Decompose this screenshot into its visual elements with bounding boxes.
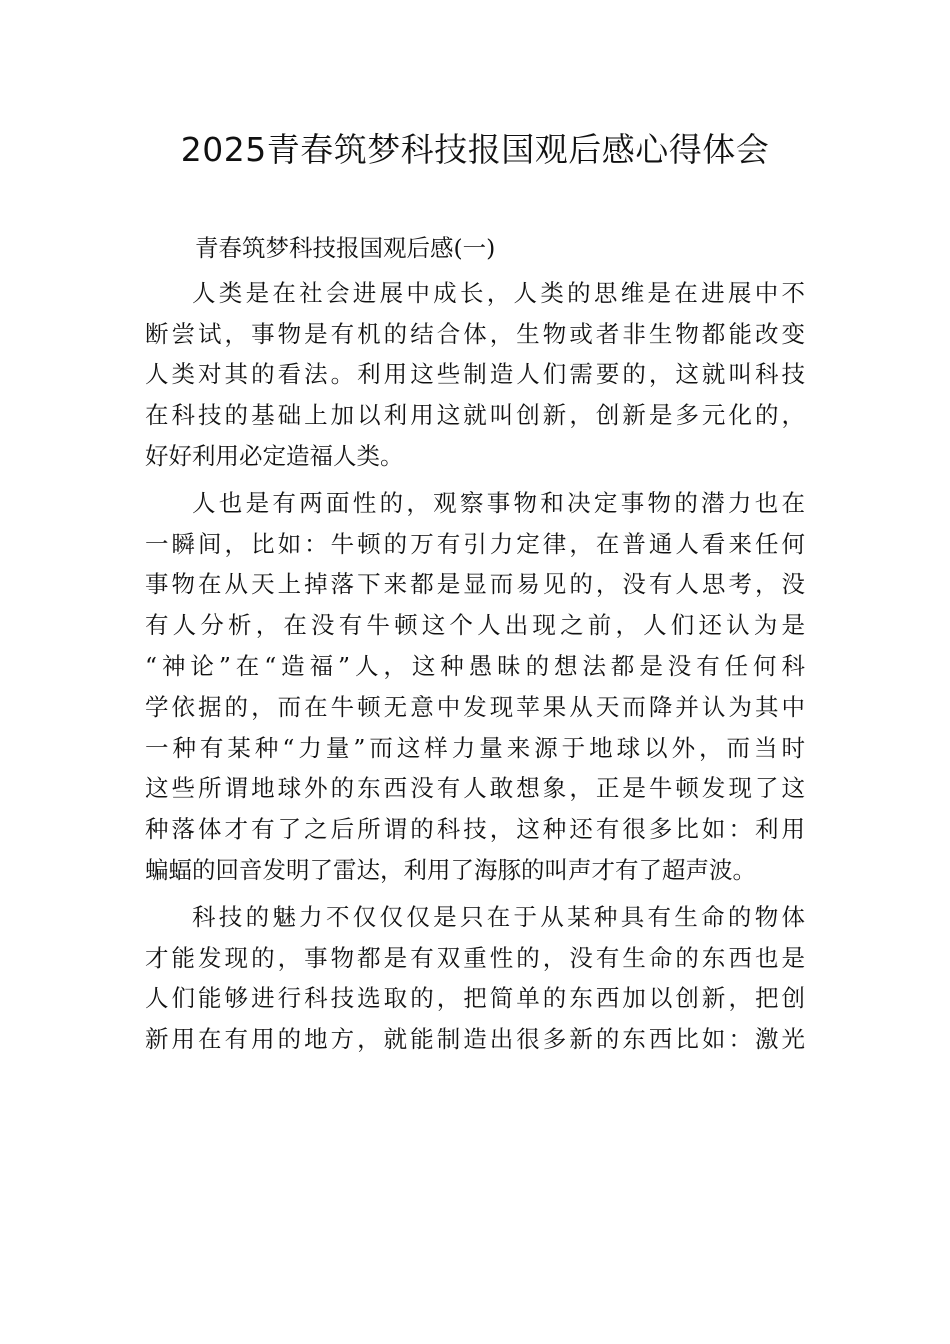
paragraph-1 <box>145 273 805 477</box>
document-title: 2025青春筑梦科技报国观后感心得体会 <box>180 130 770 169</box>
paragraph-line: 新用在有用的地方，就能制造出很多新的东西比如：激光 <box>145 1025 805 1054</box>
paragraph-line: 事物在从天上掉落下来都是显而易见的，没有人思考，没 <box>145 570 805 599</box>
paragraph-2 <box>145 483 805 891</box>
paragraph-line: 学依据的，而在牛顿无意中发现苹果从天而降并认为其中 <box>145 692 805 721</box>
paragraph-line: 在科技的基础上加以利用这就叫创新，创新是多元化的， <box>145 401 805 430</box>
paragraph-line: 断尝试，事物是有机的结合体，生物或者非生物都能改变 <box>145 319 805 348</box>
paragraph-line: 人类对其的看法。利用这些制造人们需要的，这就叫科技 <box>145 360 805 389</box>
paragraph-line: 一种有某种“力量”而这样力量来源于地球以外，而当时 <box>145 733 805 762</box>
paragraph-line: 一瞬间，比如：牛顿的万有引力定律，在普通人看来任何 <box>145 529 805 558</box>
paragraph-line: “神论”在“造福”人，这种愚昧的想法都是没有任何科 <box>145 651 805 680</box>
paragraph-line: 人也是有两面性的，观察事物和决定事物的潜力也在 <box>192 488 805 517</box>
paragraph-line: 种落体才有了之后所谓的科技，这种还有很多比如：利用 <box>145 815 805 844</box>
section-subheading: 青春筑梦科技报国观后感(一) <box>195 234 496 262</box>
paragraph-line: 好好利用必定造福人类。 <box>145 441 404 470</box>
paragraph-line: 才能发现的，事物都是有双重性的，没有生命的东西也是 <box>145 943 805 972</box>
paragraph-line: 科技的魅力不仅仅仅是只在于从某种具有生命的物体 <box>192 902 805 931</box>
paragraph-line: 人们能够进行科技选取的，把简单的东西加以创新，把创 <box>145 984 805 1013</box>
paragraph-line: 人类是在社会进展中成长，人类的思维是在进展中不 <box>192 278 805 307</box>
paragraph-3 <box>145 897 805 1060</box>
paragraph-line: 这些所谓地球外的东西没有人敢想象，正是牛顿发现了这 <box>145 774 805 803</box>
paragraph-line: 蝙蝠的回音发明了雷达，利用了海豚的叫声才有了超声波。 <box>145 855 756 884</box>
document-body <box>145 228 805 1060</box>
paragraph-line: 有人分析，在没有牛顿这个人出现之前，人们还认为是 <box>145 611 805 640</box>
